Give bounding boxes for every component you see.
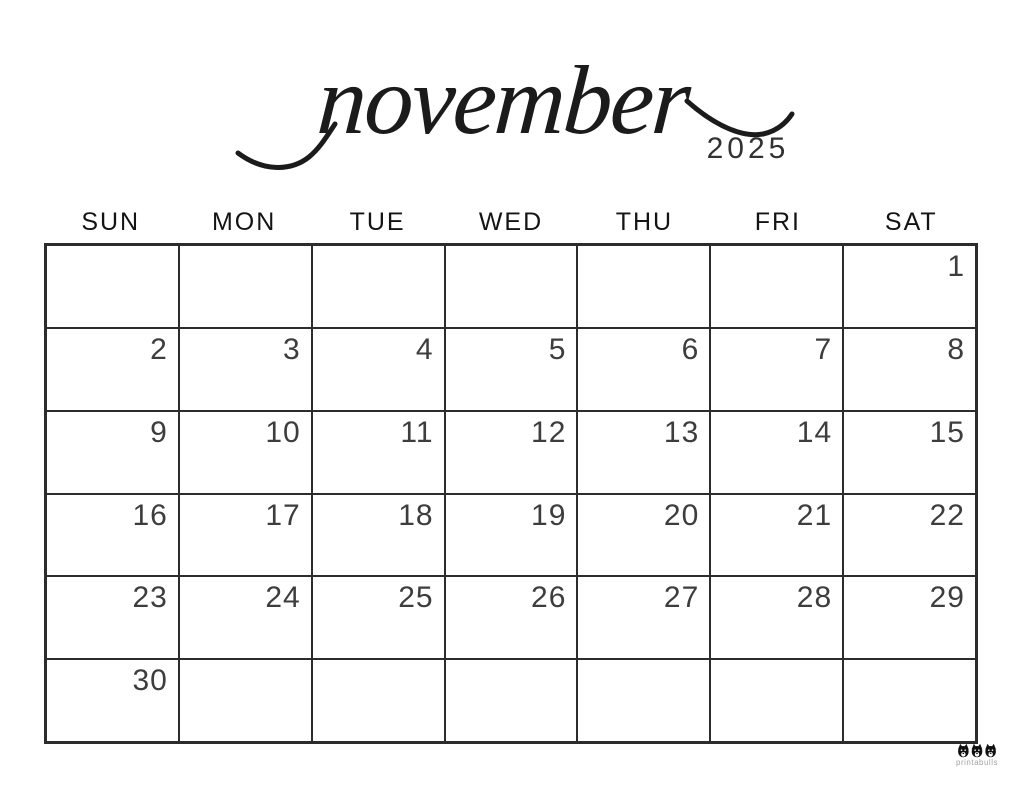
calendar-cell-r6-c1 bbox=[46, 659, 179, 742]
calendar-cell-r3-c1 bbox=[46, 411, 179, 494]
calendar-cell-r4-c7 bbox=[843, 494, 976, 577]
calendar-cell-r5-c6 bbox=[710, 576, 843, 659]
day-number: 21 bbox=[796, 498, 833, 532]
calendar-cell-r6-c3 bbox=[312, 659, 445, 742]
watermark bbox=[946, 743, 1008, 767]
day-number: 29 bbox=[929, 581, 965, 615]
calendar-cell-r6-c2 bbox=[179, 659, 312, 742]
calendar-cell-r5-c1 bbox=[46, 576, 179, 659]
day-number: 18 bbox=[398, 498, 434, 532]
day-number: 4 bbox=[415, 332, 434, 366]
calendar-cell-r2-c6 bbox=[710, 328, 843, 411]
calendar-cell-r1-c2 bbox=[179, 245, 312, 328]
calendar-cell-r1-c5 bbox=[577, 245, 710, 328]
day-number: 28 bbox=[796, 581, 833, 615]
weekday-label-wed: WED bbox=[478, 208, 544, 236]
calendar-cell-r3-c4 bbox=[445, 411, 578, 494]
month-script-title: november bbox=[314, 47, 693, 155]
day-number: 2 bbox=[150, 332, 168, 366]
weekday-label-mon: MON bbox=[211, 208, 277, 236]
calendar-cell-r3-c5 bbox=[577, 411, 710, 494]
day-number: 7 bbox=[814, 332, 833, 366]
day-number: 3 bbox=[283, 332, 301, 366]
weekday-label-thu: THU bbox=[615, 208, 674, 236]
day-number: 8 bbox=[947, 332, 965, 366]
day-number: 9 bbox=[150, 415, 168, 449]
day-number: 24 bbox=[265, 581, 301, 615]
day-number: 1 bbox=[947, 250, 965, 283]
weekday-label-fri: FRI bbox=[754, 208, 801, 236]
day-number: 6 bbox=[681, 332, 700, 366]
calendar-cell-r1-c1 bbox=[46, 245, 179, 328]
day-number: 19 bbox=[531, 498, 567, 532]
day-number: 14 bbox=[796, 415, 833, 449]
calendar-cell-r2-c3 bbox=[312, 328, 445, 411]
day-number: 15 bbox=[929, 415, 965, 449]
calendar-cell-r4-c1 bbox=[46, 494, 179, 577]
day-number: 23 bbox=[132, 581, 168, 615]
calendar-cell-r5-c4 bbox=[445, 576, 578, 659]
calendar-cell-r6-c5 bbox=[577, 659, 710, 742]
calendar-cell-r1-c7 bbox=[843, 245, 976, 328]
calendar-cell-r3-c2 bbox=[179, 411, 312, 494]
weekday-header-row bbox=[44, 204, 978, 240]
day-number: 20 bbox=[663, 498, 700, 532]
calendar-cell-r2-c2 bbox=[179, 328, 312, 411]
weekday-label-tue: TUE bbox=[349, 208, 406, 236]
calendar-cell-r2-c1 bbox=[46, 328, 179, 411]
calendar-cell-r4-c6 bbox=[710, 494, 843, 577]
title-area bbox=[0, 0, 1024, 200]
calendar-cell-r1-c3 bbox=[312, 245, 445, 328]
day-number: 11 bbox=[400, 415, 434, 449]
calendar-cell-r6-c6 bbox=[710, 659, 843, 742]
calendar-cell-r2-c4 bbox=[445, 328, 578, 411]
day-number: 30 bbox=[132, 664, 168, 698]
calendar-cell-r3-c6 bbox=[710, 411, 843, 494]
calendar-cell-r6-c4 bbox=[445, 659, 578, 742]
calendar-cell-r5-c7 bbox=[843, 576, 976, 659]
day-number: 10 bbox=[265, 415, 301, 449]
day-number: 22 bbox=[929, 498, 965, 532]
calendar-cell-r5-c3 bbox=[312, 576, 445, 659]
day-number: 17 bbox=[265, 498, 301, 532]
watermark-brand: printabulls bbox=[956, 758, 998, 767]
calendar-cell-r4-c2 bbox=[179, 494, 312, 577]
calendar-cell-r5-c2 bbox=[179, 576, 312, 659]
weekday-label-sun: SUN bbox=[81, 208, 141, 236]
calendar-cell-r5-c5 bbox=[577, 576, 710, 659]
calendar-cell-r2-c5 bbox=[577, 328, 710, 411]
day-number: 5 bbox=[548, 332, 567, 366]
weekday-label-sat: SAT bbox=[884, 208, 938, 236]
day-number: 27 bbox=[663, 581, 700, 615]
calendar-cell-r4-c4 bbox=[445, 494, 578, 577]
calendar-cell-r1-c4 bbox=[445, 245, 578, 328]
year-label: 2025 bbox=[706, 132, 790, 165]
day-number: 16 bbox=[132, 498, 168, 532]
bulldogs-logo-icon bbox=[957, 743, 997, 758]
calendar-cell-r2-c7 bbox=[843, 328, 976, 411]
calendar-cell-r6-c7 bbox=[843, 659, 976, 742]
calendar-cell-r4-c5 bbox=[577, 494, 710, 577]
day-number: 13 bbox=[663, 415, 700, 449]
calendar-cell-r4-c3 bbox=[312, 494, 445, 577]
calendar-cell-r3-c7 bbox=[843, 411, 976, 494]
day-number: 26 bbox=[531, 581, 567, 615]
calendar-cell-r1-c6 bbox=[710, 245, 843, 328]
day-number: 12 bbox=[531, 415, 567, 449]
day-number: 25 bbox=[398, 581, 434, 615]
calendar-cell-r3-c3 bbox=[312, 411, 445, 494]
calendar-grid bbox=[44, 243, 978, 744]
